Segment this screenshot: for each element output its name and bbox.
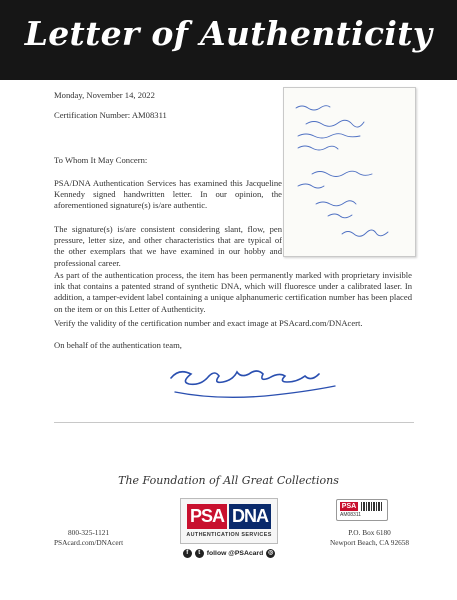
paragraph-consistency: The signature(s) is/are consistent considering slant, flow, pen pressure, letter size, and other characteristics that are typical of the other exemplars that we have examined in our hobby and professional career. (54, 224, 282, 268)
logo-subtitle: AUTHENTICATION SERVICES (186, 532, 272, 538)
paragraph-examination: PSA/DNA Authentication Services has examined this Jacqueline Kennedy signed handwritten letter. In our opinion, the aforementioned signature(s) is/are authentic. (54, 178, 282, 211)
footer-address (330, 528, 409, 548)
footer-po-box: P.O. Box 6180 (348, 528, 391, 537)
certification-label-sticker (336, 499, 388, 521)
salutation: To Whom It May Concern: (54, 155, 148, 165)
psa-dna-logo (180, 498, 278, 544)
footer-contact (54, 528, 123, 548)
logo-psa: PSA (187, 504, 227, 529)
footer-city: Newport Beach, CA 92658 (330, 538, 410, 547)
tagline: The Foundation of All Great Collections (118, 474, 339, 487)
instagram-icon[interactable]: ◎ (268, 550, 274, 556)
authenticator-signature (165, 358, 345, 413)
footer-website: PSAcard.com/DNAcert (54, 538, 124, 547)
certification-number: AM08311 (131, 110, 167, 120)
header-banner (0, 0, 457, 80)
facebook-icon[interactable]: f (183, 549, 192, 558)
closing-line: On behalf of the authentication team, (54, 340, 182, 350)
certification-line (54, 110, 167, 120)
social-handle[interactable]: follow @PSAcard (206, 550, 264, 557)
signature-divider (54, 422, 414, 423)
letter-date: Monday, November 14, 2022 (54, 90, 155, 100)
social-follow[interactable] (174, 549, 284, 558)
sticker-brand: PSA (341, 503, 357, 510)
item-photo (283, 87, 416, 257)
logo-dna: DNA (229, 504, 271, 529)
paragraph-verify: Verify the validity of the certification number and exact image at PSAcard.com/DNAcert. (54, 318, 363, 328)
twitter-icon[interactable]: t (195, 549, 204, 558)
certification-label: Certification Number: (54, 110, 131, 120)
sticker-barcode (361, 502, 383, 511)
handwritten-letter-image (284, 88, 415, 256)
page-title: Letter of Authenticity (24, 14, 433, 53)
paragraph-dna-process: As part of the authentication process, the item has been permanently marked with proprietary invisible ink that contains a patented strand of synthetic DNA, which will fluoresce under a calibrated laser. In addition, a tamper-evident label containing a unique alphanumeric certification number has been placed on the item or on this Letter of Authenticity. (54, 270, 412, 314)
sticker-number: AM08311 (340, 512, 362, 518)
footer-phone: 800-325-1121 (68, 528, 110, 537)
